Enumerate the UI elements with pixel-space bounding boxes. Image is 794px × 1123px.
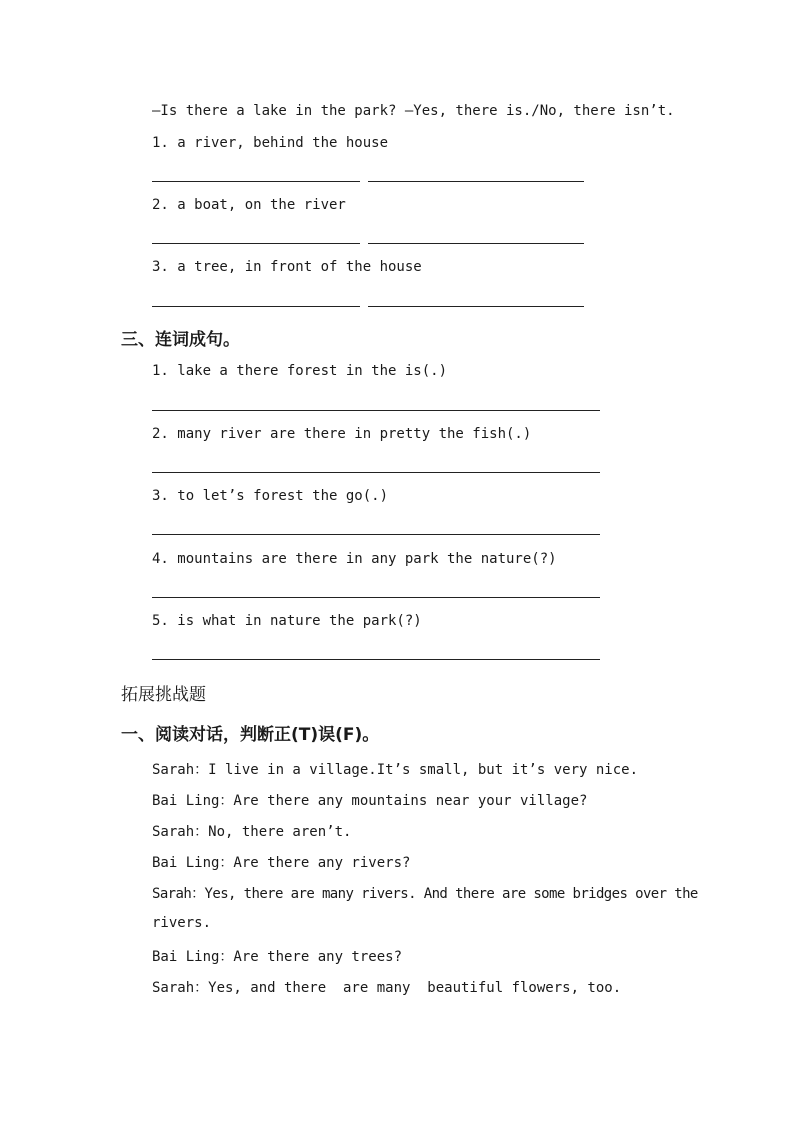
section-3-heading: 三、连词成句。 xyxy=(121,330,240,350)
sentence-item-4: 4. mountains are there in any park the nature(?) xyxy=(152,551,557,567)
dialogue-line-8: Sarah：Yes, and there are many beautiful flowers, too. xyxy=(152,980,622,996)
reading-heading: 一、阅读对话，判断正(T)误(F)。 xyxy=(121,725,380,745)
dialogue-line-1: Sarah：I live in a village.It’s small, but it’s very nice. xyxy=(152,762,639,778)
dialogue-line-3: Sarah：No, there aren’t. xyxy=(152,824,352,840)
challenge-heading: 拓展挑战题 xyxy=(121,685,206,705)
answer-blank-1a[interactable] xyxy=(152,181,360,182)
answer-blank-3a[interactable] xyxy=(152,306,360,307)
dialogue-line-6: rivers. xyxy=(152,915,212,931)
answer-blank-2a[interactable] xyxy=(152,243,360,244)
dialogue-line-5: Sarah：Yes, there are many rivers. And there are some bridges over the xyxy=(152,886,698,902)
sentence-blank-3[interactable] xyxy=(152,534,600,535)
sentence-item-5: 5. is what in nature the park(?) xyxy=(152,613,422,629)
dialogue-line-4: Bai Ling：Are there any rivers? xyxy=(152,855,411,871)
question-3: 3. a tree, in front of the house xyxy=(152,259,422,275)
sentence-blank-4[interactable] xyxy=(152,597,600,598)
sentence-item-2: 2. many river are there in pretty the fish(.) xyxy=(152,426,532,442)
sentence-blank-5[interactable] xyxy=(152,659,600,660)
sentence-item-3: 3. to let’s forest the go(.) xyxy=(152,488,389,504)
question-1: 1. a river, behind the house xyxy=(152,135,389,151)
sentence-blank-1[interactable] xyxy=(152,410,600,411)
question-2: 2. a boat, on the river xyxy=(152,197,346,213)
sentence-item-1: 1. lake a there forest in the is(.) xyxy=(152,363,448,379)
answer-blank-3b[interactable] xyxy=(368,306,584,307)
dialogue-line-2: Bai Ling：Are there any mountains near your village? xyxy=(152,793,588,809)
answer-blank-1b[interactable] xyxy=(368,181,584,182)
dialogue-line-7: Bai Ling：Are there any trees? xyxy=(152,949,403,965)
sentence-blank-2[interactable] xyxy=(152,472,600,473)
answer-blank-2b[interactable] xyxy=(368,243,584,244)
example-line: —Is there a lake in the park? —Yes, there is./No, there isn’t. xyxy=(152,103,675,119)
